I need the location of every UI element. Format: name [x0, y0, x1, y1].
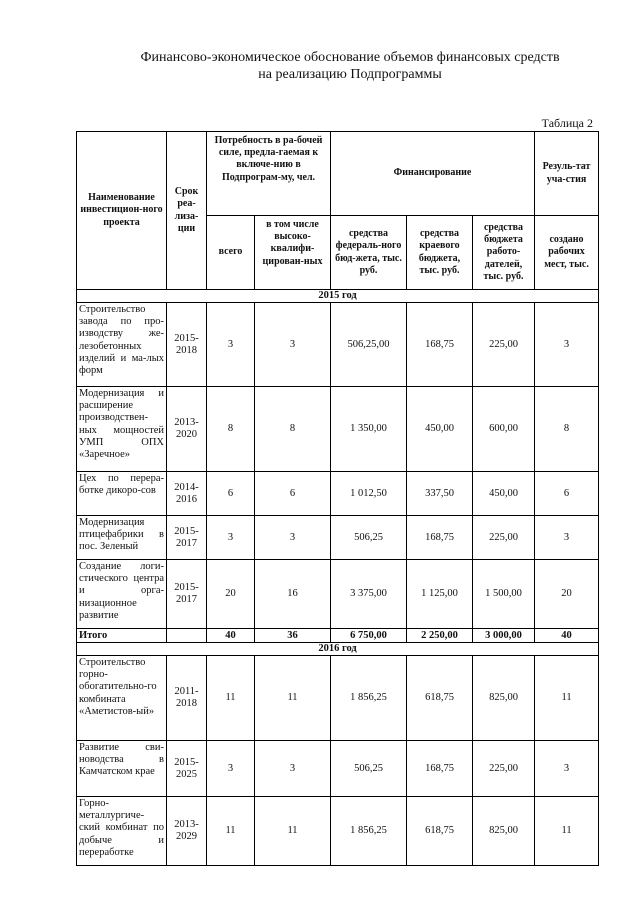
- table-row: [77, 797, 599, 866]
- header-period: Срок реа-лиза-ции: [167, 132, 207, 290]
- federal-funds: 1 350,00: [331, 387, 407, 472]
- workforce-skilled: 3: [255, 303, 331, 387]
- jobs-created: 20: [535, 560, 599, 629]
- header-federal: средства федераль-ного бюд-жета, тыс. руб.: [331, 216, 407, 290]
- regional-funds: 618,75: [407, 656, 473, 741]
- jobs-created: 3: [535, 516, 599, 560]
- federal-funds: 1 856,25: [331, 656, 407, 741]
- project-period: 2015-2025: [167, 741, 207, 797]
- table-row: [77, 387, 599, 472]
- employer-funds: 225,00: [473, 516, 535, 560]
- workforce-skilled: 6: [255, 472, 331, 516]
- header-name: Наименование инвестицион-ного проекта: [77, 132, 167, 290]
- federal-funds: 1 012,50: [331, 472, 407, 516]
- total-skilled: 36: [255, 629, 331, 643]
- project-period: 2015-2017: [167, 560, 207, 629]
- year-row: [77, 290, 599, 303]
- project-name: Строительство завода по про-изводству же-лезобетонных изделий и ма-лых форм: [77, 303, 167, 387]
- project-period: 2011-2018: [167, 656, 207, 741]
- workforce-skilled: 11: [255, 656, 331, 741]
- header-skilled: в том числе высоко-квалифи-цирован-ных: [255, 216, 331, 290]
- employer-funds: 225,00: [473, 741, 535, 797]
- year-label: 2015 год: [77, 290, 599, 303]
- total-federal: 6 750,00: [331, 629, 407, 643]
- project-period: 2013-2020: [167, 387, 207, 472]
- table-row: [77, 472, 599, 516]
- table-row: [77, 560, 599, 629]
- financing-table: [76, 131, 599, 866]
- project-name: Создание логи-стического центра и орга-низационное развитие: [77, 560, 167, 629]
- project-name: Модернизация и расширение производствен-ных мощностей УМП ОПХ «Заречное»: [77, 387, 167, 472]
- federal-funds: 506,25,00: [331, 303, 407, 387]
- workforce-skilled: 8: [255, 387, 331, 472]
- federal-funds: 1 856,25: [331, 797, 407, 866]
- title-line-1: Финансово-экономическое обоснование объемов финансовых средств: [140, 50, 560, 65]
- header-total: всего: [207, 216, 255, 290]
- project-name: Развитие сви-новодства в Камчатском крае: [77, 741, 167, 797]
- project-name: Цех по перера-ботке дикоро-сов: [77, 472, 167, 516]
- jobs-created: 11: [535, 797, 599, 866]
- employer-funds: 825,00: [473, 656, 535, 741]
- table-label: Таблица 2: [541, 116, 593, 130]
- workforce-total: 3: [207, 303, 255, 387]
- regional-funds: 337,50: [407, 472, 473, 516]
- total-label: Итого: [77, 629, 167, 643]
- project-name: Горно-металлургиче-ский комбинат по добыче и переработке: [77, 797, 167, 866]
- total-row: [77, 629, 599, 643]
- workforce-total: 11: [207, 656, 255, 741]
- workforce-total: 20: [207, 560, 255, 629]
- workforce-skilled: 11: [255, 797, 331, 866]
- federal-funds: 506,25: [331, 516, 407, 560]
- employer-funds: 225,00: [473, 303, 535, 387]
- federal-funds: 506,25: [331, 741, 407, 797]
- project-period: 2015-2018: [167, 303, 207, 387]
- jobs-created: 3: [535, 303, 599, 387]
- project-period: 2014-2016: [167, 472, 207, 516]
- workforce-skilled: 3: [255, 741, 331, 797]
- jobs-created: 3: [535, 741, 599, 797]
- header-result: Резуль-тат уча-стия: [535, 132, 599, 216]
- title-line-2: на реализацию Подпрограммы: [258, 67, 442, 82]
- employer-funds: 825,00: [473, 797, 535, 866]
- project-name: Строительство горно-обогатительно-го комбината «Аметистов-ый»: [77, 656, 167, 741]
- table-row: [77, 741, 599, 797]
- workforce-total: 3: [207, 516, 255, 560]
- year-label: 2016 год: [77, 643, 599, 656]
- total-jobs: 40: [535, 629, 599, 643]
- table-row: [77, 656, 599, 741]
- page-title: [100, 49, 600, 83]
- workforce-skilled: 16: [255, 560, 331, 629]
- header-regional: средства краевого бюджета, тыс. руб.: [407, 216, 473, 290]
- employer-funds: 1 500,00: [473, 560, 535, 629]
- workforce-total: 3: [207, 741, 255, 797]
- table-row: [77, 516, 599, 560]
- regional-funds: 1 125,00: [407, 560, 473, 629]
- header-employer: средства бюджета работо-дателей, тыс. руб.: [473, 216, 535, 290]
- total-employer: 3 000,00: [473, 629, 535, 643]
- regional-funds: 168,75: [407, 303, 473, 387]
- workforce-total: 6: [207, 472, 255, 516]
- regional-funds: 450,00: [407, 387, 473, 472]
- year-row: [77, 643, 599, 656]
- project-period: 2015-2017: [167, 516, 207, 560]
- total-regional: 2 250,00: [407, 629, 473, 643]
- table-row: [77, 303, 599, 387]
- jobs-created: 11: [535, 656, 599, 741]
- jobs-created: 6: [535, 472, 599, 516]
- workforce-skilled: 3: [255, 516, 331, 560]
- regional-funds: 168,75: [407, 516, 473, 560]
- employer-funds: 450,00: [473, 472, 535, 516]
- header-jobs: создано рабочих мест, тыс.: [535, 216, 599, 290]
- workforce-total: 11: [207, 797, 255, 866]
- project-period: 2013-2029: [167, 797, 207, 866]
- regional-funds: 168,75: [407, 741, 473, 797]
- federal-funds: 3 375,00: [331, 560, 407, 629]
- regional-funds: 618,75: [407, 797, 473, 866]
- total-period-empty: [167, 629, 207, 643]
- header-financing: Финансирование: [331, 132, 535, 216]
- jobs-created: 8: [535, 387, 599, 472]
- header-workforce: Потребность в ра-бочей силе, предла-гаемая к включе-нию в Подпрограм-му, чел.: [207, 132, 331, 216]
- workforce-total: 8: [207, 387, 255, 472]
- total-workforce: 40: [207, 629, 255, 643]
- project-name: Модернизация птицефабрики в пос. Зеленый: [77, 516, 167, 560]
- employer-funds: 600,00: [473, 387, 535, 472]
